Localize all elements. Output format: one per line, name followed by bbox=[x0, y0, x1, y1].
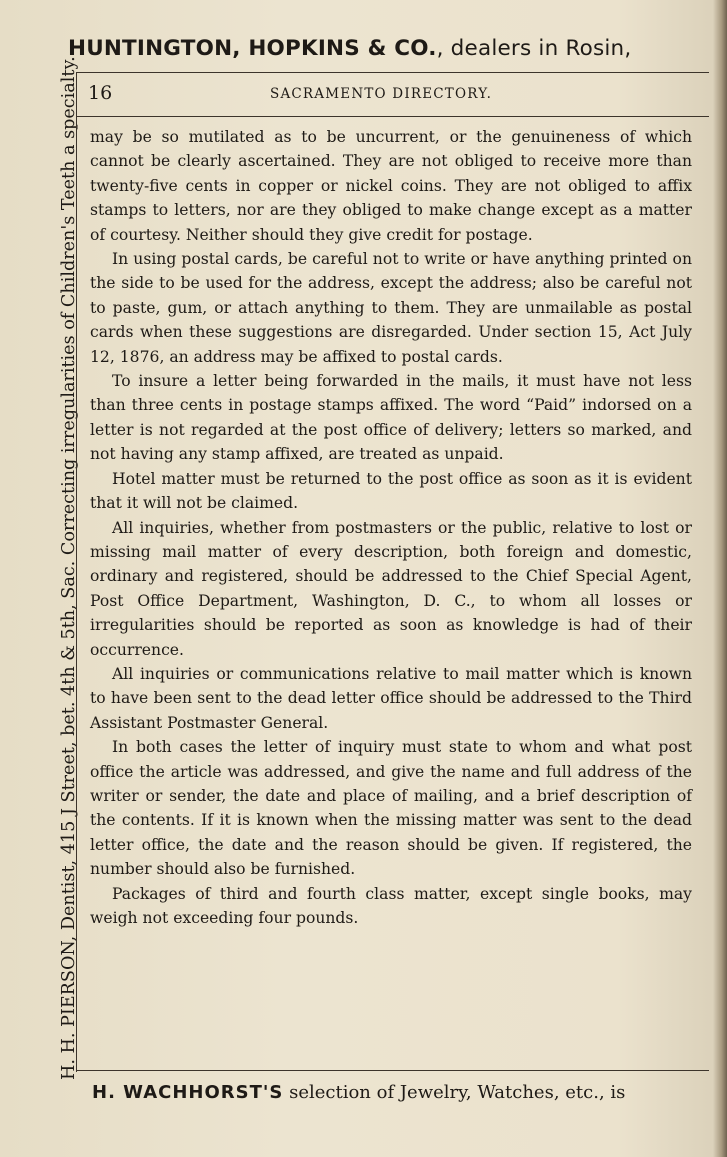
side-advertisement: H. H. PIERSON, Dentist, 415 J Street, bet. 4th & 5th, Sac. Correcting irregularities of Children's Teeth a specialty. bbox=[59, 56, 79, 1080]
header-rule bbox=[76, 116, 709, 117]
paragraph: To insure a letter being forwarded in the mails, it must have not less than three cents in postage stamps affixed. The word “Paid” indorsed on a letter is not regarded at the post office of delivery; letters so marked, and not having any stamp affixed, are treated as unpaid. bbox=[90, 372, 692, 464]
paragraph: In using postal cards, be careful not to write or have anything printed on the side to be used for the address, except the address; also be careful not to paste, gum, or attach anything to them. They are unmailable as postal cards when these suggestions are disregarded. Under section 15, Act July 12, 1876, an address may be affixed to postal cards. bbox=[90, 250, 692, 366]
top-rule bbox=[76, 72, 709, 73]
paragraph: In both cases the letter of inquiry must state to whom and what post office the article was addressed, and give the name and full address of the writer or sender, the date and place of mailing, and a brief description of the contents. If it is known when the missing matter was sent to the dead letter office, the date and the reason should be given. If registered, the number should also be furnished. bbox=[90, 738, 692, 879]
paragraph: All inquiries or communications relative to mail matter which is known to have been sent to the dead letter office should be addressed to the Third Assistant Postmaster General. bbox=[90, 664, 692, 732]
paragraph: may be so mutilated as to be uncurrent, or the genuineness of which cannot be clearly ascertained. They are not obliged to receive more than twenty-five cents in copper or nickel coins. They are not obliged to affix stamps to letters, nor are they obliged to make change except as a matter of courtesy. Neither should they give credit for postage. bbox=[90, 128, 692, 244]
top-advertisement bbox=[68, 36, 727, 61]
paragraph: Packages of third and fourth class matter, except single books, may weigh not exceeding four pounds. bbox=[90, 884, 692, 927]
page-number: 16 bbox=[88, 82, 113, 104]
running-title: SACRAMENTO DIRECTORY. bbox=[270, 86, 493, 102]
top-ad-text: , dealers in Rosin, bbox=[436, 36, 632, 61]
top-ad-firm: HUNTINGTON, HOPKINS & CO. bbox=[68, 36, 437, 61]
bottom-rule bbox=[76, 1070, 709, 1071]
paragraph: All inquiries, whether from postmasters or the public, relative to lost or missing mail matter of every description, both foreign and domestic, ordinary and registered, should be addressed to the Chief Special Agent, Post Office Department, Washington, D. C., to whom all losses or irregularities should be reported as soon as knowledge is had of their occurrence. bbox=[90, 518, 692, 659]
body-text bbox=[90, 125, 692, 930]
bottom-ad-firm: H. WACHHORST'S bbox=[92, 1082, 284, 1103]
paragraph: Hotel matter must be returned to the post office as soon as it is evident that it will not be claimed. bbox=[90, 469, 692, 513]
bottom-advertisement bbox=[92, 1082, 712, 1103]
page-edge-shadow bbox=[713, 0, 727, 1157]
bottom-ad-text: selection of Jewelry, Watches, etc., is bbox=[283, 1082, 626, 1103]
